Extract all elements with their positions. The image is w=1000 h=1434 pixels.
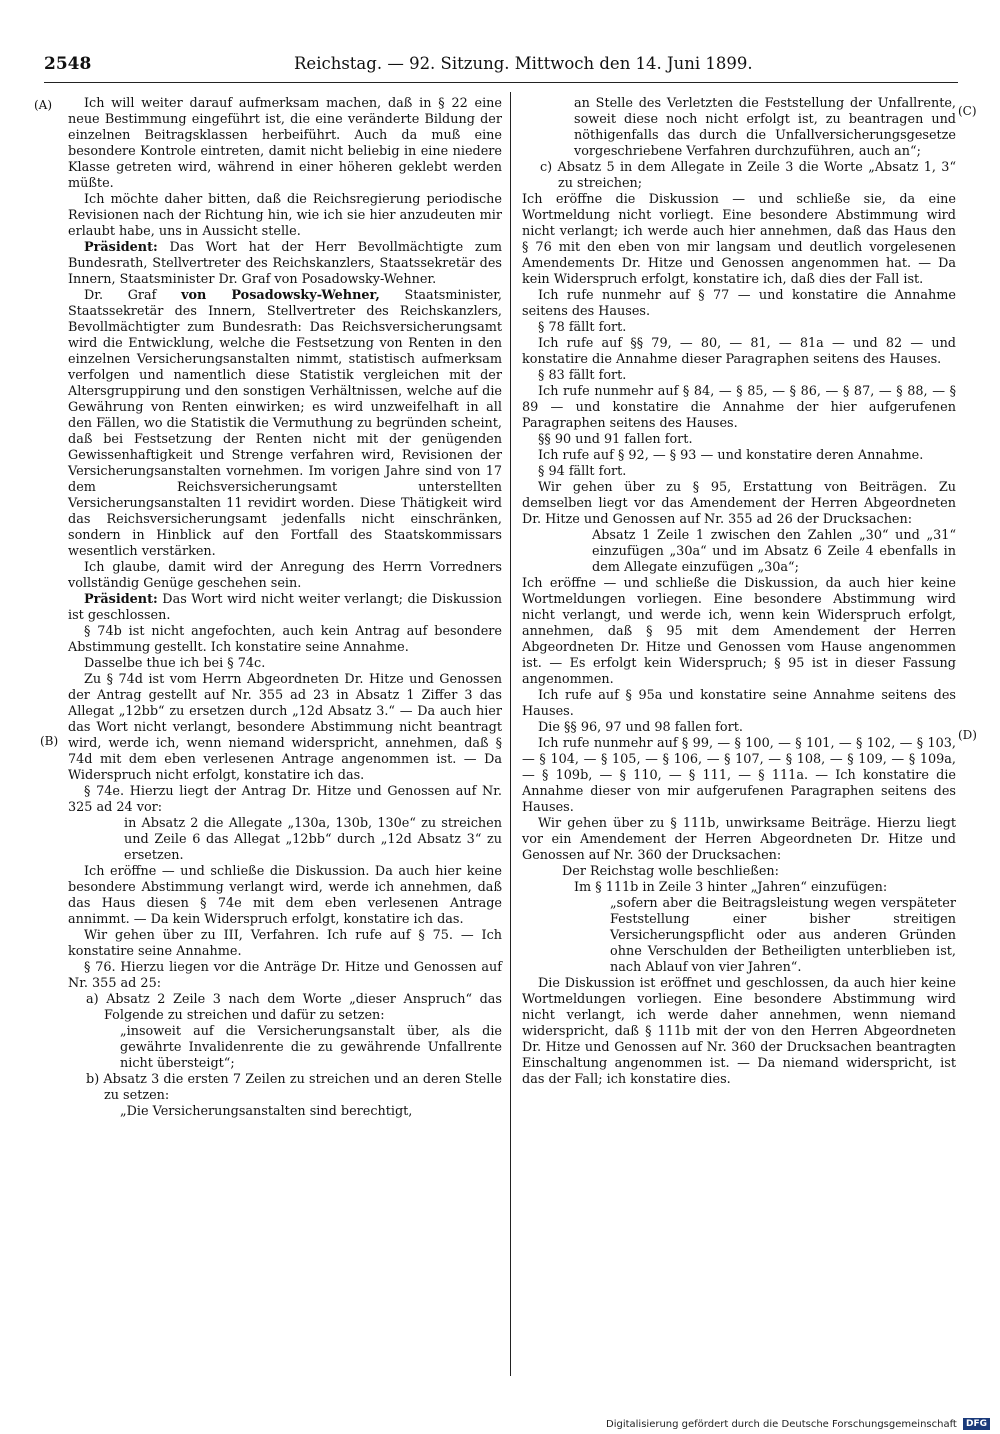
- paragraph: [68, 1104, 502, 1120]
- paragraph-text: Wir gehen über zu III, Verfahren. Ich rufe auf § 75. — Ich konstatire seine Annahme.: [68, 928, 502, 959]
- paragraph-text: Die §§ 96, 97 und 98 fallen fort.: [538, 720, 743, 735]
- paragraph-text: a) Absatz 2 Zeile 3 nach dem Worte „dieser Anspruch“ das Folgende zu streichen und dafür zu setzen:: [86, 992, 502, 1023]
- paragraph-text: § 76. Hierzu liegen vor die Anträge Dr. Hitze und Genossen auf Nr. 355 ad 25:: [68, 960, 502, 991]
- paragraph-text: Die Diskussion ist eröffnet und geschlossen, da auch hier keine Wortmeldungen vorliegen. Eine besondere Abstimmung wird nicht verlangt, ich werde daher annehmen, wenn niemand widerspricht, daß § 111b mit der von den Herren Abgeordneten Dr. Hitze und Genossen auf Nr. 360 der Drucksachen beantragten Einschaltung angenommen ist. — Da niemand widerspricht, ist das der Fall; ich konstatire dies.: [522, 976, 956, 1087]
- paragraph: [68, 928, 502, 960]
- paragraph-text: Absatz 1 Zeile 1 zwischen den Zahlen „30“ und „31“ einzufügen „30a“ und im Absatz 6 Zeile 4 ebenfalls in dem Allegate einzufügen „30a“;: [592, 528, 956, 575]
- paragraph: [68, 624, 502, 656]
- paragraph: [68, 992, 502, 1024]
- paragraph: [522, 288, 956, 320]
- paragraph: [68, 656, 502, 672]
- paragraph: [522, 816, 956, 864]
- paragraph: [522, 432, 956, 448]
- paragraph-text: Ich möchte daher bitten, daß die Reichsregierung periodische Revisionen nach der Richtung hin, wie ich sie hier anzudeuten mir erlaubt habe, uns in Aussicht stelle.: [68, 192, 502, 239]
- paragraph: [522, 448, 956, 464]
- speaker-name: Präsident:: [84, 592, 158, 607]
- paragraph-text: Staatsminister, Staatssekretär des Innern, Stellvertreter des Reichskanzlers, Bevollmächtigter zum Bundesrath: Das Reichsversicherungsamt wird die Entwicklung, welche die Festsetzung von Renten in den einzelnen Versicherungsanstalten nimmt, statistisch aufmerksam verfolgen und namentlich diese Statistik vergleichen mit der Altersgruppirung und den sonstigen Verhältnissen, welche auf die Gewährung von Renten einwirken; es wird unzweifelhaft in all den Fällen, wo die Statistik die Vermuthung zu begründen scheint, daß bei Festsetzung der Renten nicht mit der genügenden Gewissenhaftigkeit und Strenge verfahren wird, Revisionen der Versicherungsanstalten vornehmen. Im vorigen Jahre sind von 17 dem Reichsversicherungsamt unterstellten Versicherungsanstalten 11 revidirt worden. Diese Thätigkeit wird das Reichsversicherungsamt jedenfalls nicht einschränken, sondern in Hinblick auf den Fortfall des Staatskommissars wesentlich verstärken.: [68, 288, 502, 559]
- paragraph: [522, 480, 956, 528]
- paragraph: [522, 192, 956, 288]
- paragraph: [522, 160, 956, 192]
- paragraph-text: Ich rufe nunmehr auf § 99, — § 100, — § 101, — § 102, — § 103, — § 104, — § 105, — § 106, — § 107, — § 108, — § 109, — § 109a, — § 109b, — § 110, — § 111, — § 111a. — Ich konstatire die Annahme dieser von mir aufgerufenen Paragraphen seitens des Hauses.: [522, 736, 956, 815]
- paragraph-text: Ich eröffne — und schließe die Diskussion, da auch hier keine Wortmeldungen vorliegen. Eine besondere Abstimmung wird nicht verlangt, und werde ich, wenn kein Widerspruch erfolgt, annehmen, daß § 95 mit dem Amendement der Herren Abgeordneten Dr. Hitze und Genossen vom Hause angenommen ist. — Es erfolgt kein Widerspruch; § 95 ist in dieser Fassung angenommen.: [522, 576, 956, 687]
- paragraph: [68, 864, 502, 928]
- paragraph-text: Ich eröffne die Diskussion — und schließe sie, da eine Wortmeldung nicht vorliegt. Eine besondere Abstimmung wird nicht verlangt; ich werde auch hier annehmen, daß das Haus den § 76 mit den eben von mir langsam und deutlich vorgelesenen Amendements Dr. Hitze und Genossen angenommen hat. — Da kein Widerspruch erfolgt, konstatire ich, daß dies der Fall ist.: [522, 192, 956, 287]
- paragraph-text: Der Reichstag wolle beschließen:: [562, 864, 779, 879]
- paragraph-text: „sofern aber die Beitragsleistung wegen verspäteter Feststellung einer bisher streitigen Versicherungspflicht oder aus anderen Gründen ohne Verschulden der Betheiligten unterblieben ist, nach Ablauf von vier Jahren“.: [610, 896, 956, 975]
- page-header: [44, 52, 958, 80]
- paragraph: [522, 864, 956, 880]
- paragraph: [522, 976, 956, 1088]
- header-rule: [44, 82, 958, 83]
- paragraph-text: Wir gehen über zu § 95, Erstattung von Beiträgen. Zu demselben liegt vor das Amendement der Herren Abgeordneten Dr. Hitze und Genossen auf Nr. 355 ad 26 der Drucksachen:: [522, 480, 956, 527]
- paragraph-text: Ich rufe auf § 95a und konstatire seine Annahme seitens des Hauses.: [522, 688, 956, 719]
- paragraph: [68, 192, 502, 240]
- paragraph-text: Das Wort wird nicht weiter verlangt; die Diskussion ist geschlossen.: [68, 592, 502, 623]
- paragraph: [68, 288, 502, 560]
- left-column: [68, 96, 502, 1120]
- paragraph-text: Ich rufe nunmehr auf § 84, — § 85, — § 86, — § 87, — § 88, — § 89 — und konstatire die Annahme der hier aufgerufenen Paragraphen seitens des Hauses.: [522, 384, 956, 431]
- paragraph: [522, 384, 956, 432]
- column-divider: [510, 92, 511, 1376]
- margin-mark-d: (D): [958, 728, 977, 742]
- paragraph: [68, 240, 502, 288]
- paragraph: [522, 736, 956, 816]
- running-head: Reichstag. — 92. Sitzung. Mittwoch den 14. Juni 1899.: [294, 54, 753, 73]
- margin-mark-b: (B): [40, 734, 59, 748]
- paragraph-text: §§ 90 und 91 fallen fort.: [538, 432, 693, 447]
- footer-text: Digitalisierung gefördert durch die Deutsche Forschungsgemeinschaft: [606, 1419, 957, 1430]
- paragraph: [68, 592, 502, 624]
- paragraph-text: Dasselbe thue ich bei § 74c.: [84, 656, 266, 671]
- paragraph: [522, 368, 956, 384]
- paragraph: [68, 960, 502, 992]
- paragraph: [522, 880, 956, 896]
- paragraph-text: in Absatz 2 die Allegate „130a, 130b, 130e“ zu streichen und Zeile 6 das Allegat „12bb“ durch „12d Absatz 3“ zu ersetzen.: [124, 816, 502, 863]
- paragraph: [68, 672, 502, 784]
- paragraph-text: § 74b ist nicht angefochten, auch kein Antrag auf besondere Abstimmung gestellt. Ich konstatire seine Annahme.: [68, 624, 502, 655]
- paragraph-text: Im § 111b in Zeile 3 hinter „Jahren“ einzufügen:: [574, 880, 888, 895]
- paragraph: [522, 96, 956, 160]
- paragraph-text: Ich glaube, damit wird der Anregung des Herrn Vorredners vollständig Genüge geschehen sein.: [68, 560, 502, 591]
- paragraph-text: „insoweit auf die Versicherungsanstalt über, als die gewährte Invalidenrente die zu gewährende Unfallrente nicht übersteigt“;: [120, 1024, 502, 1071]
- paragraph: [68, 816, 502, 864]
- paragraph-text: Das Wort hat der Herr Bevollmächtigte zum Bundesrath, Stellvertreter des Reichskanzlers, Staatssekretär des Innern, Staatsminister Dr. Graf von Posadowsky-Wehner.: [68, 240, 502, 287]
- paragraph-text: Ich eröffne — und schließe die Diskussion. Da auch hier keine besondere Abstimmung verlangt wird, werde ich annehmen, daß das Haus diesen § 74e mit dem eben verlesenen Antrage annimmt. — Da kein Widerspruch erfolgt, konstatire ich das.: [68, 864, 502, 927]
- paragraph: [522, 896, 956, 976]
- paragraph-text: § 74e. Hierzu liegt der Antrag Dr. Hitze und Genossen auf Nr. 325 ad 24 vor:: [68, 784, 502, 815]
- footer: [606, 1418, 990, 1430]
- paragraph: [68, 560, 502, 592]
- paragraph-text: Zu § 74d ist vom Herrn Abgeordneten Dr. Hitze und Genossen der Antrag gestellt auf Nr. 355 ad 23 in Absatz 1 Ziffer 3 das Allegat „12bb“ zu ersetzen durch „12d Absatz 3.“ — Da auch hier das Wort nicht verlangt, besondere Abstimmung nicht beantragt wird, werde ich, wenn niemand widerspricht, annehmen, daß § 74d mit dem eben verlesenen Antrage angenommen ist. — Da Widerspruch nicht erfolgt, konstatire ich das.: [68, 672, 502, 783]
- dfg-logo: DFG: [963, 1418, 990, 1430]
- paragraph: [522, 688, 956, 720]
- paragraph: [522, 528, 956, 576]
- paragraph: [522, 336, 956, 368]
- paragraph: [68, 1024, 502, 1072]
- paragraph-text: „Die Versicherungsanstalten sind berechtigt,: [120, 1104, 413, 1119]
- paragraph: [522, 576, 956, 688]
- paragraph-text: Ich will weiter darauf aufmerksam machen, daß in § 22 eine neue Bestimmung eingeführt ist, die eine veränderte Bildung der einzelnen Beitragsklassen herbeiführt. Auch da muß eine besondere Kontrole eintreten, damit nicht beliebig in eine niedere Klasse getreten wird, während in einer höheren geklebt werden müßte.: [68, 96, 502, 191]
- paragraph: [68, 96, 502, 192]
- paragraph-text: c) Absatz 5 in dem Allegate in Zeile 3 die Worte „Absatz 1, 3“ zu streichen;: [540, 160, 956, 191]
- paragraph: [522, 464, 956, 480]
- speaker-name: Präsident:: [84, 240, 158, 255]
- paragraph-text: § 78 fällt fort.: [538, 320, 627, 335]
- paragraph-text: Ich rufe auf § 92, — § 93 — und konstatire deren Annahme.: [538, 448, 924, 463]
- paragraph-text: Wir gehen über zu § 111b, unwirksame Beiträge. Hierzu liegt vor ein Amendement der Herren Abgeordneten Dr. Hitze und Genossen auf Nr. 360 der Drucksachen:: [522, 816, 956, 863]
- margin-mark-c: (C): [958, 104, 977, 118]
- paragraph-text: Ich rufe nunmehr auf § 77 — und konstatire die Annahme seitens des Hauses.: [522, 288, 956, 319]
- right-column: [522, 96, 956, 1088]
- page-number: 2548: [44, 54, 92, 74]
- paragraph: [522, 320, 956, 336]
- paragraph-text: § 83 fällt fort.: [538, 368, 627, 383]
- paragraph: [68, 1072, 502, 1104]
- speaker-name: von Posadowsky-Wehner,: [181, 288, 380, 303]
- paragraph-text: b) Absatz 3 die ersten 7 Zeilen zu streichen und an deren Stelle zu setzen:: [86, 1072, 502, 1103]
- speaker-title: Dr. Graf: [84, 288, 182, 303]
- margin-mark-a: (A): [34, 98, 53, 112]
- paragraph-text: an Stelle des Verletzten die Feststellung der Unfallrente, soweit diese noch nicht erfolgt ist, zu beantragen und nöthigenfalls das durch die Unfallversicherungsgesetze vorgeschriebene Verfahren durchzuführen, auch an“;: [574, 96, 956, 159]
- paragraph: [522, 720, 956, 736]
- paragraph-text: Ich rufe auf §§ 79, — 80, — 81, — 81a — und 82 — und konstatire die Annahme dieser Paragraphen seitens des Hauses.: [522, 336, 956, 367]
- paragraph: [68, 784, 502, 816]
- paragraph-text: § 94 fällt fort.: [538, 464, 627, 479]
